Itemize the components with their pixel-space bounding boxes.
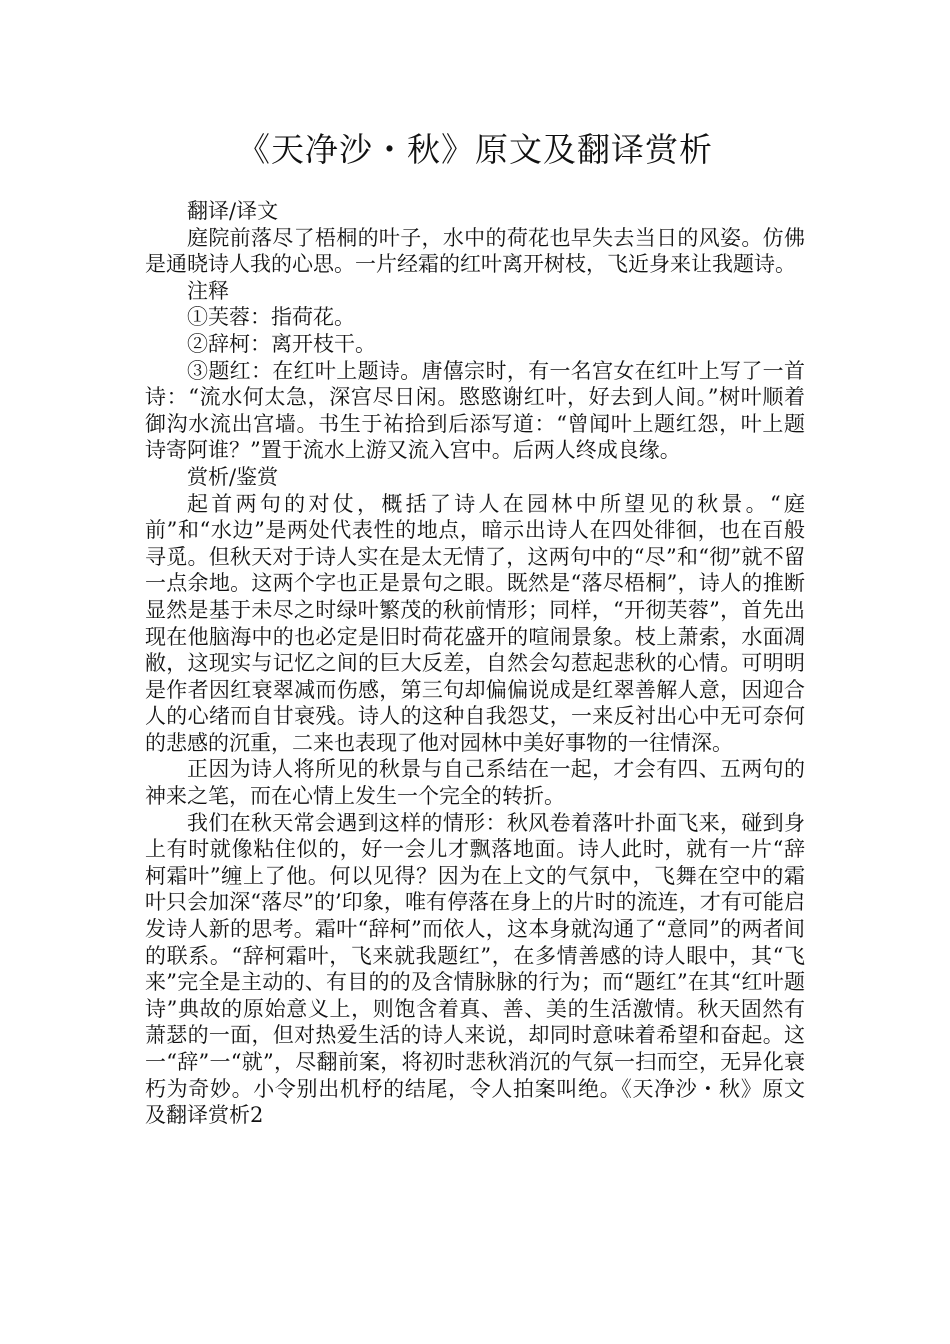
note-item-2: ②辞柯：离开枝干。 xyxy=(187,331,376,356)
appreciation-paragraph-1: 起首两句的对仗，概括了诗人在园林中所望见的秋景。“庭前”和“水边”是两处代表性的地点，暗示出诗人在四处徘徊，也在百般寻觅。但秋天对于诗人实在是太无情了，这两句中的“尽”和“彻”就不留一点余地。这两个字也正是景句之眼。既然是“落尽梧桐”，诗人的推断显然是基于未尽之时绿叶繁茂的秋前情形；同样，“开彻芙蓉”，首先出现在他脑海中的也必定是旧时荷花盛开的喧闹景象。枝上萧索，水面凋敝，这现实与记忆之间的巨大反差，自然会勾惹起悲秋的心情。可明明是作者因红衰翠减而伤感，第三句却偏偏说成是红翠善解人意，因迎合人的心绪而自甘衰残。诗人的这种自我怨艾，一来反衬出心中无可奈何的悲感的沉重，二来也表现了他对园林中美好事物的一往情深。 xyxy=(145,491,805,755)
translation-paragraph: 庭院前落尽了梧桐的叶子，水中的荷花也早失去当日的风姿。仿佛是通晓诗人我的心思。一片经霜的红叶离开树枝，飞近身来让我题诗。 xyxy=(145,225,805,277)
note-item-3: ③题红：在红叶上题诗。唐僖宗时，有一名宫女在红叶上写了一首诗：“流水何太急，深宫尽日闲。愍愍谢红叶，好去到人间。”树叶顺着御沟水流出宫墙。书生于祐拾到后添写道：“曾闻叶上题红怨，叶上题诗寄阿谁？”置于流水上游又流入宫中。后两人终成良缘。 xyxy=(145,358,805,463)
section-heading-appreciation: 赏析/鉴赏 xyxy=(187,464,279,489)
document-body xyxy=(145,198,805,1129)
appreciation-paragraph-2: 正因为诗人将所见的秋景与自己系结在一起，才会有四、五两句的神来之笔，而在心情上发生一个完全的转折。 xyxy=(145,757,805,809)
document-title: 《天净沙・秋》原文及翻译赏析 xyxy=(237,130,713,169)
section-heading-translation: 翻译/译文 xyxy=(187,199,279,223)
note-item-1: ①芙蓉：指荷花。 xyxy=(187,305,355,330)
section-heading-notes: 注释 xyxy=(187,278,229,303)
appreciation-paragraph-3: 我们在秋天常会遇到这样的情形：秋风卷着落叶扑面飞来，碰到身上有时就像粘住似的，好一会儿才飘落地面。诗人此时，就有一片“辞柯霜叶”缠上了他。何以见得？因为在上文的气氛中，飞舞在空中的霜叶只会加深“落尽”的’印象，唯有停落在身上的片时的流连，才有可能启发诗人新的思考。霜叶“辞柯”而依人，这本身就沟通了“意同”的两者间的联系。“辞柯霜叶，飞来就我题红”，在多情善感的诗人眼中，其“飞来”完全是主动的、有目的的及含情脉脉的行为；而“题红”在其“红叶题诗”典故的原始意义上，则饱含着真、善、美的生活激情。秋天固然有萧瑟的一面，但对热爱生活的诗人来说，却同时意味着希望和奋起。这一“辞”一“就”，尽翻前案，将初时悲秋消沉的气氛一扫而空，无异化衰朽为奇妙。小令别出机杼的结尾，令人拍案叫绝。《天净沙・秋》原文及翻译赏析2 xyxy=(145,810,805,1128)
